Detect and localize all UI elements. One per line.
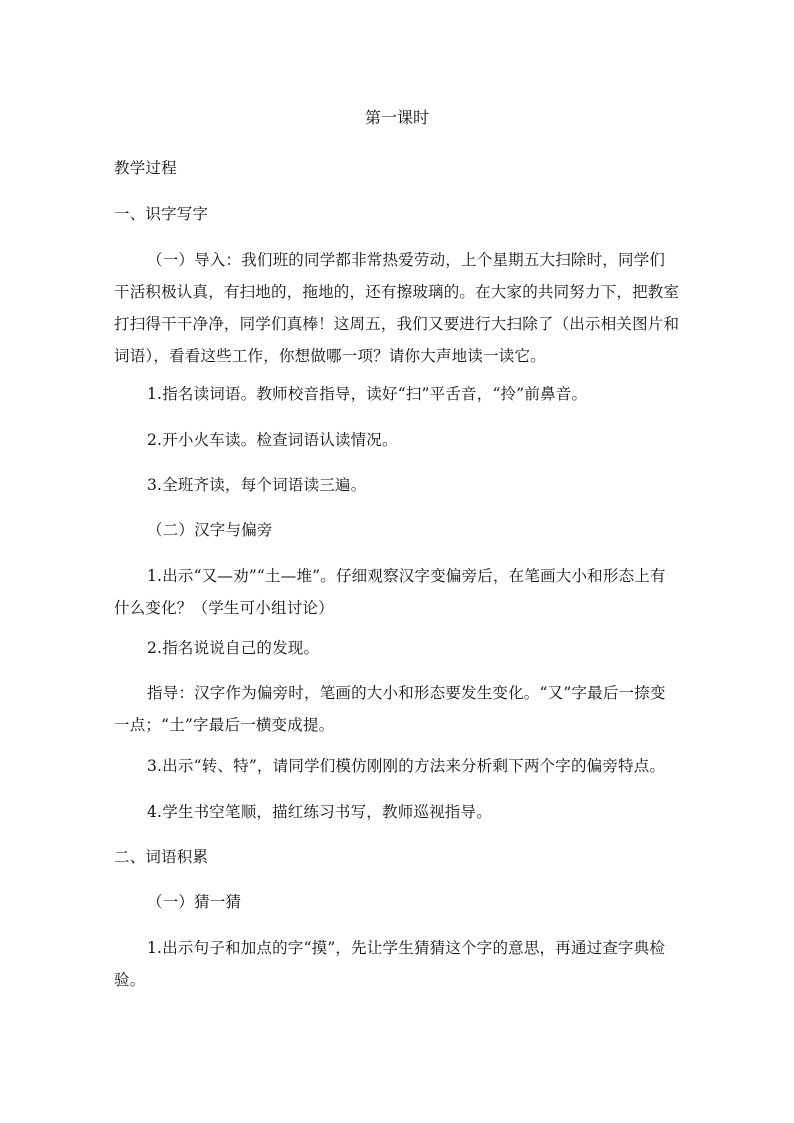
list-item: 1.指名读词语。教师校音指导，读好“扫”平舌音，“拎”前鼻音。 (147, 385, 588, 403)
heading-literacy: 一、识字写字 (114, 205, 209, 223)
page-title: 第一课时 (364, 108, 429, 127)
heading-vocabulary: 二、词语积累 (114, 848, 209, 866)
list-item: 4.学生书空笔顺，描红练习书写，教师巡视指导。 (147, 803, 492, 821)
section-process: 教学过程 (114, 159, 177, 177)
list-item: 3.全班齐读，每个词语读三遍。 (147, 476, 367, 494)
list-item: 2.开小火车读。检查词语认读情况。 (147, 431, 398, 449)
guide-paragraph: 指导：汉字作为偏旁时，笔画的大小和形态要发生变化。“又”字最后一捺变一点；“土”字最后一横变成提。 (114, 684, 666, 734)
subheading-radicals: （二）汉字与偏旁 (147, 521, 273, 539)
intro-paragraph: （一）导入：我们班的同学都非常热爱劳动，上个星期五大扫除时，同学们干活积极认真，有扫地的，拖地的，还有擦玻璃的。在大家的共同努力下，把教室打扫得干干净净，同学们真棒！这周五，我们又要进行大扫除了（出示相关图片和词语），看看这些工作，你想做哪一项？请你大声地读一读它。 (114, 251, 680, 365)
subheading-guess: （一）猜一猜 (147, 893, 242, 911)
list-item: 2.指名说说自己的发现。 (147, 639, 320, 657)
list-item: 1.出示“又—劝”“土—堆”。仔细观察汉字变偏旁后，在笔画大小和形态上有什么变化？（学生可小组讨论） (114, 567, 666, 617)
list-item: 3.出示“转、特”，请同学们模仿刚刚的方法来分析剩下两个字的偏旁特点。 (147, 757, 666, 775)
list-item: 1.出示句子和加点的字“摸”，先让学生猜猜这个字的意思，再通过查字典检验。 (114, 939, 666, 989)
